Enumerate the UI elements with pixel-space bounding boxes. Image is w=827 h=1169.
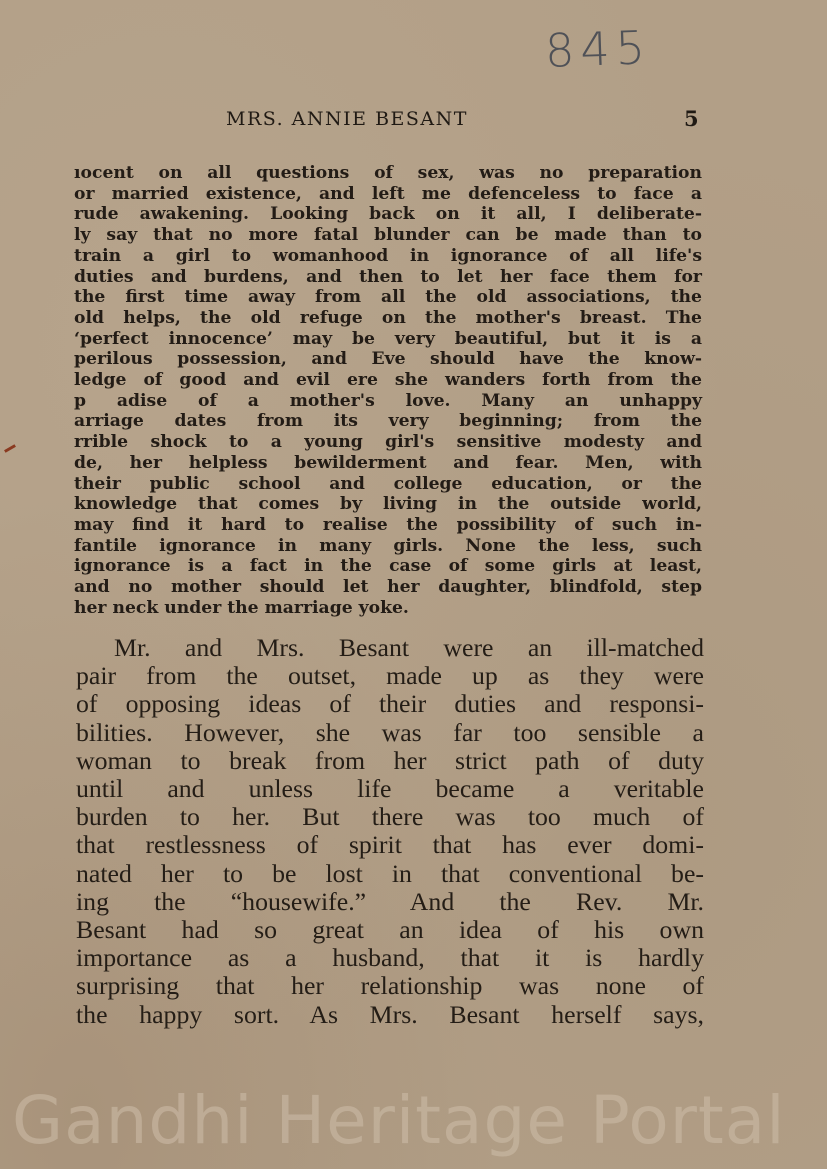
quote-line: train a girl to womanhood in ignorance of all life's xyxy=(74,245,702,266)
margin-mark-icon xyxy=(4,444,16,453)
body-line: Besant had so great an idea of his own xyxy=(76,915,704,945)
body-line: bilities. However, she was far too sensible a xyxy=(76,717,704,747)
quote-line: perilous possession, and Eve should have the know- xyxy=(74,349,702,370)
quote-line: or married existence, and left me defenceless to face a xyxy=(74,183,702,204)
body-line: woman to break from her strict path of duty xyxy=(76,745,704,775)
quote-line: rude awakening. Looking back on it all, I deliberate- xyxy=(74,204,702,225)
quote-line: their public school and college education, or the xyxy=(74,473,702,494)
quote-line: old helps, the old refuge on the mother's breast. The xyxy=(74,307,702,328)
body-line: Mr. and Mrs. Besant were an ill-matched xyxy=(114,633,704,662)
quote-line: rrible shock to a young girl's sensitive modesty and xyxy=(74,432,702,453)
quote-line: ledge of good and evil ere she wanders forth from the xyxy=(74,370,702,391)
quote-line: knowledge that comes by living in the outside world, xyxy=(74,494,702,515)
body-line: until and unless life became a veritable xyxy=(76,774,704,804)
quote-line: duties and burdens, and then to let her face them for xyxy=(74,266,702,287)
quote-line: may find it hard to realise the possibility of such in- xyxy=(74,514,702,535)
body-line: surprising that her relationship was none of xyxy=(76,971,704,1001)
watermark: Gandhi Heritage Portal xyxy=(12,1082,786,1159)
body-line: importance as a husband, that it is hardly xyxy=(76,943,704,973)
quote-line: ıocent on all questions of sex, was no preparation xyxy=(74,163,702,183)
running-head: MRS. ANNIE BESANT xyxy=(226,108,468,130)
quote-line: ly say that no more fatal blunder can be made than to xyxy=(74,225,702,246)
quote-line: the first time away from all the old associations, the xyxy=(74,287,702,308)
quote-line: her neck under the marriage yoke. xyxy=(74,597,409,618)
quote-line: p adise of a mother's love. Many an unhappy xyxy=(74,390,702,411)
handwritten-page-number: 845 xyxy=(544,20,652,78)
quote-line: fantile ignorance in many girls. None the less, such xyxy=(74,535,702,556)
quote-line: de, her helpless bewilderment and fear. Men, with xyxy=(74,452,702,473)
quote-line: ‘perfect innocence’ may be very beautiful, but it is a xyxy=(74,328,702,349)
quoted-passage xyxy=(74,163,702,618)
body-line: the happy sort. As Mrs. Besant herself says, xyxy=(76,999,704,1029)
body-line: ing the “housewife.” And the Rev. Mr. xyxy=(76,886,704,916)
body-line: that restlessness of spirit that has ever domi- xyxy=(76,830,704,860)
page-number: 5 xyxy=(684,106,699,131)
quote-line: and no mother should let her daughter, blindfold, step xyxy=(74,577,702,598)
body-line: burden to her. But there was too much of xyxy=(76,802,704,832)
quote-line: ignorance is a fact in the case of some girls at least, xyxy=(74,556,702,577)
body-line: nated her to be lost in that conventional be- xyxy=(76,858,704,888)
body-line: of opposing ideas of their duties and responsi- xyxy=(76,689,704,719)
body-paragraph xyxy=(76,634,704,1029)
quote-line: arriage dates from its very beginning; from the xyxy=(74,411,702,432)
body-line: pair from the outset, made up as they were xyxy=(76,661,704,691)
